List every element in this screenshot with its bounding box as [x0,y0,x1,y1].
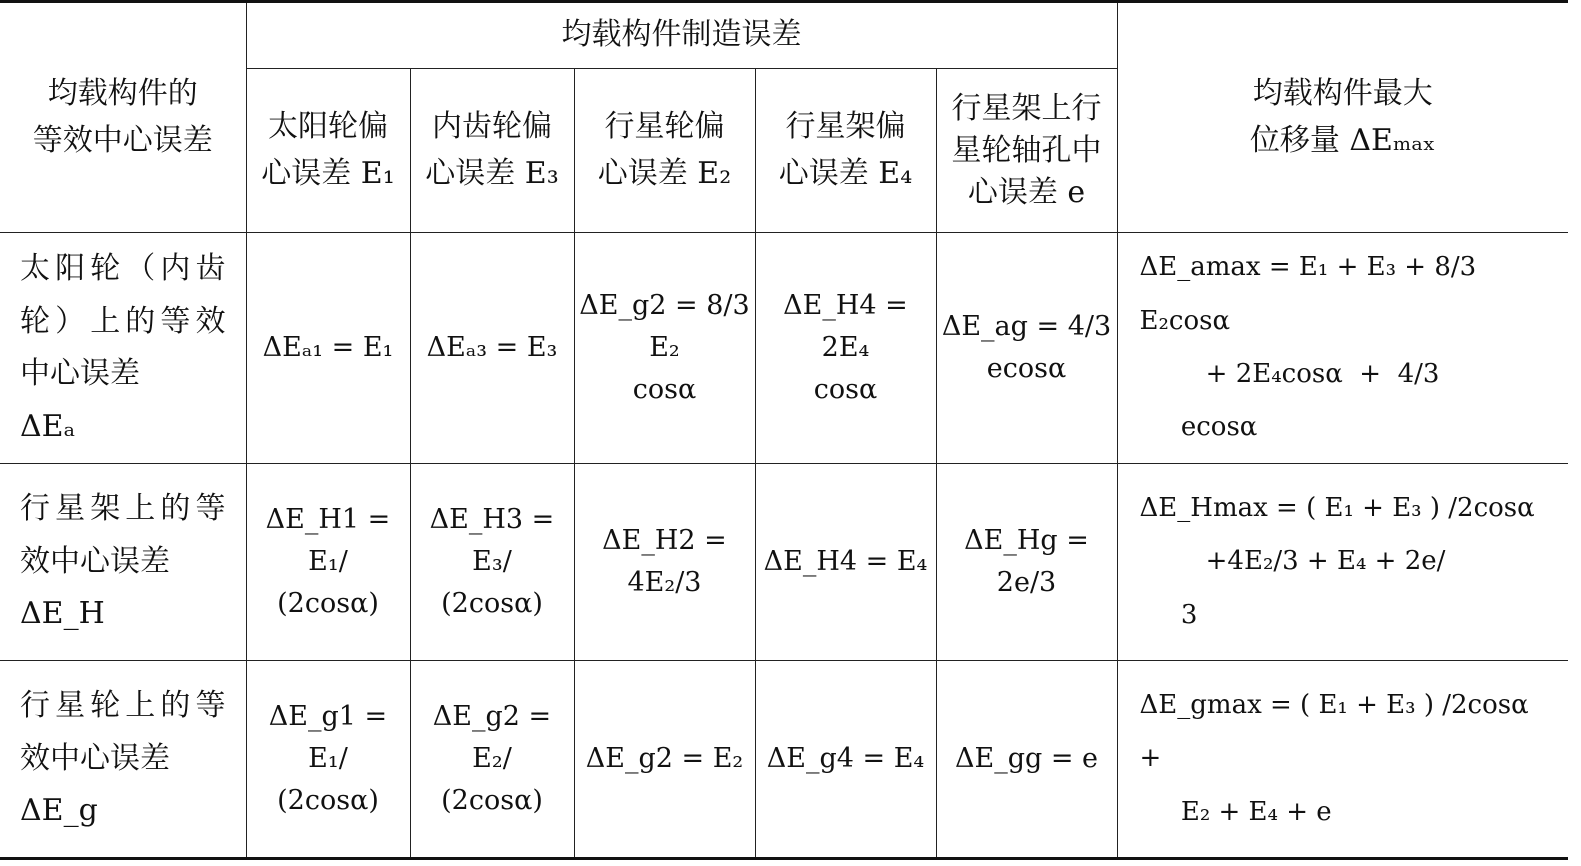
cell-formula: ΔE_H3 = E₃/ (2cosα) [410,464,574,661]
header-equiv-error: 均载构件的 等效中心误差 [0,2,246,233]
header-col-sun-eccentricity: 太阳轮偏 心误差 E₁ [246,69,410,233]
cell-formula: ΔEₐ₃ = E₃ [410,233,574,464]
cell-result: ΔE_gmax = ( E₁ + E₃ ) /2cosα + E₂ + E₄ + e [1117,661,1568,859]
table-row [0,661,1568,859]
cell-formula: ΔE_g2 = E₂/ (2cosα) [410,661,574,859]
cell-formula: ΔE_ag = 4/3 ecosα [936,233,1117,464]
cell-formula: ΔE_H2 = 4E₂/3 [574,464,755,661]
cell-formula: ΔE_g4 = E₄ [755,661,936,859]
table-row [0,233,1568,464]
cell-formula: ΔEₐ₁ = E₁ [246,233,410,464]
header-col-carrier-eccentricity: 行星架偏 心误差 E₄ [755,69,936,233]
header-col-planet-eccentricity: 行星轮偏 心误差 E₂ [574,69,755,233]
cell-formula: ΔE_g2 = 8/3 E₂ cosα [574,233,755,464]
cell-result: ΔE_amax = E₁ + E₃ + 8/3 E₂cosα + 2E₄cosα + 4/3 ecosα [1117,233,1568,464]
cell-formula: ΔE_H4 = 2E₄ cosα [755,233,936,464]
cell-result: ΔE_Hmax = ( E₁ + E₃ ) /2cosα +4E₂/3 + E₄ + 2e/ 3 [1117,464,1568,661]
cell-formula: ΔE_H1 = E₁/ (2cosα) [246,464,410,661]
cell-formula: ΔE_Hg = 2e/3 [936,464,1117,661]
table-row [0,464,1568,661]
row-label-carrier: 行星架上的等效中心误差 ΔE_H [0,464,246,661]
cell-formula: ΔE_H4 = E₄ [755,464,936,661]
header-col-ring-eccentricity: 内齿轮偏 心误差 E₃ [410,69,574,233]
row-label-planet: 行星轮上的等效中心误差 ΔE_g [0,661,246,859]
cell-formula: ΔE_gg = e [936,661,1117,859]
header-row-1 [0,2,1568,69]
header-mfg-error: 均载构件制造误差 [246,2,1117,69]
cell-formula: ΔE_g2 = E₂ [574,661,755,859]
header-col-pinhole-error: 行星架上行 星轮轴孔中 心误差 e [936,69,1117,233]
row-label-sun: 太阳轮（内齿轮）上的等效中心误差 ΔEₐ [0,233,246,464]
header-max-displacement: 均载构件最大 位移量 ΔEₘₐₓ [1117,2,1568,233]
cell-formula: ΔE_g1 = E₁/ (2cosα) [246,661,410,859]
